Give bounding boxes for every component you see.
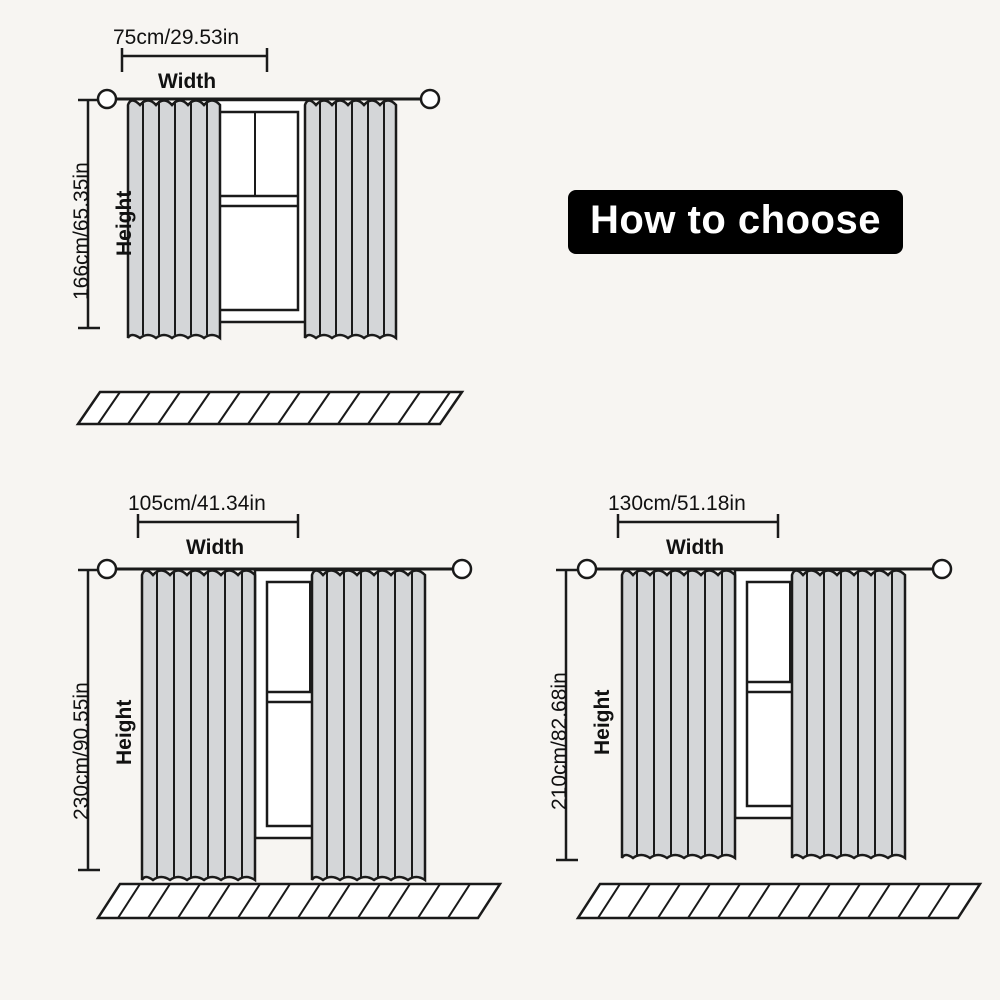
- medium-width-caption: Width: [186, 536, 245, 559]
- small-width-measure-label: 75cm/29.53in: [113, 26, 240, 49]
- medium-floor: [98, 884, 500, 918]
- large-left-curtain-panel: [622, 571, 735, 859]
- small-left-curtain-panel: [128, 101, 220, 339]
- medium-height-measure-label: 230cm/90.55in: [70, 682, 93, 820]
- small-width-dimension-line: [122, 48, 267, 72]
- medium-right-curtain-panel: [312, 571, 425, 881]
- how-to-choose-badge: How to choose: [568, 190, 903, 254]
- large-height-caption: Height: [591, 689, 614, 755]
- large-right-curtain-panel: [792, 571, 905, 859]
- small-height-measure-label: 166cm/65.35in: [70, 162, 93, 300]
- small-width-caption: Width: [158, 70, 217, 93]
- large-height-measure-label: 210cm/82.68in: [548, 672, 571, 810]
- large-width-caption: Width: [666, 536, 725, 559]
- medium-left-curtain-panel: [142, 571, 255, 881]
- medium-height-caption: Height: [113, 699, 136, 765]
- small-right-curtain-panel: [305, 101, 396, 339]
- small-height-caption: Height: [113, 190, 136, 256]
- medium-width-measure-label: 105cm/41.34in: [128, 492, 266, 515]
- large-width-dimension-line: [618, 514, 778, 538]
- large-floor: [578, 884, 980, 918]
- small-floor: [78, 392, 462, 424]
- large-width-measure-label: 130cm/51.18in: [608, 492, 746, 515]
- curtain-diagram-large: [490, 470, 1000, 950]
- curtain-diagram-small: [0, 0, 500, 460]
- curtain-diagram-medium: [0, 470, 510, 950]
- medium-width-dimension-line: [138, 514, 298, 538]
